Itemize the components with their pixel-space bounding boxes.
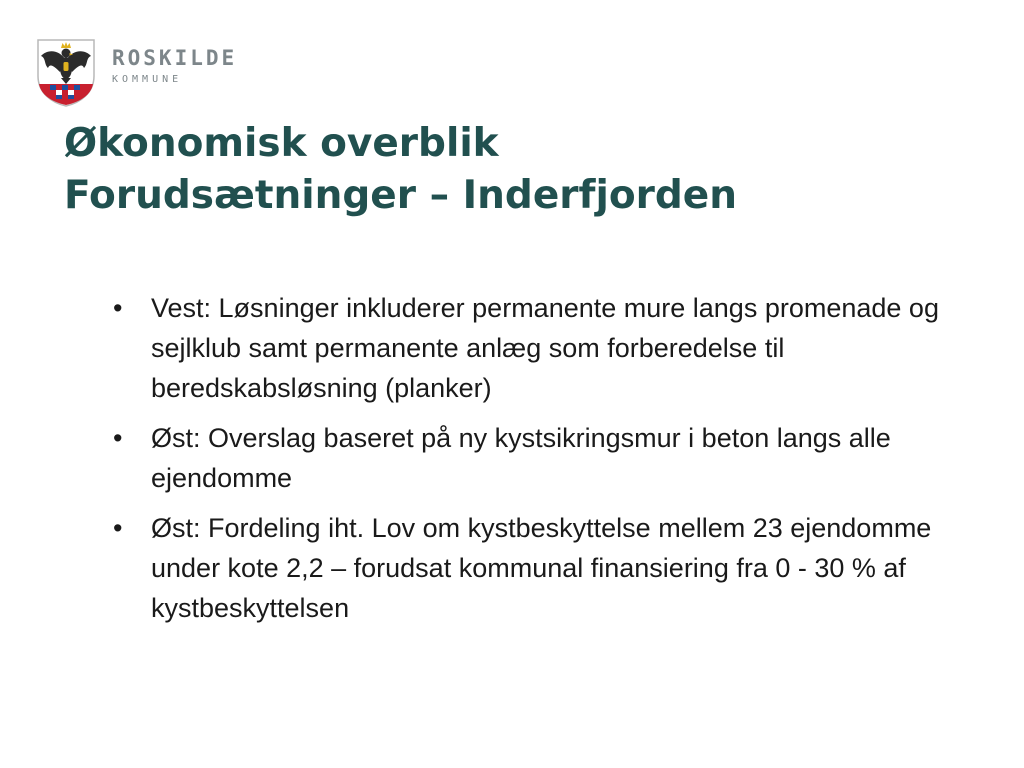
bullet-item <box>113 418 973 498</box>
bullet-text: Øst: Fordeling iht. Lov om kystbeskyttelse mellem 23 ejendomme under kote 2,2 – forudsat kommunal finansiering fra 0 - 30 % af kystbeskyttelsen <box>151 513 932 623</box>
title-line-2: Forudsætninger – Inderfjorden <box>64 173 738 218</box>
title-line-1: Økonomisk overblik <box>64 121 499 166</box>
roskilde-kommune-logo <box>36 38 256 110</box>
bullet-text: Vest: Løsninger inkluderer permanente mure langs promenade og sejlklub samt permanente anlæg som forberedelse til beredskabsløsning (planker) <box>151 293 939 403</box>
bullet-marker: • <box>113 423 123 453</box>
logo-subtitle: KOMMUNE <box>112 74 183 85</box>
bullet-marker: • <box>113 293 123 323</box>
bullet-text: Øst: Overslag baseret på ny kystsikringsmur i beton langs alle ejendomme <box>151 423 891 493</box>
bullet-list <box>113 288 973 638</box>
crest-icon <box>36 38 96 108</box>
bullet-item <box>113 288 973 408</box>
bullet-marker: • <box>113 513 123 543</box>
bullet-item <box>113 508 973 628</box>
logo-name: ROSKILDE <box>112 46 238 70</box>
slide-title <box>64 118 737 222</box>
